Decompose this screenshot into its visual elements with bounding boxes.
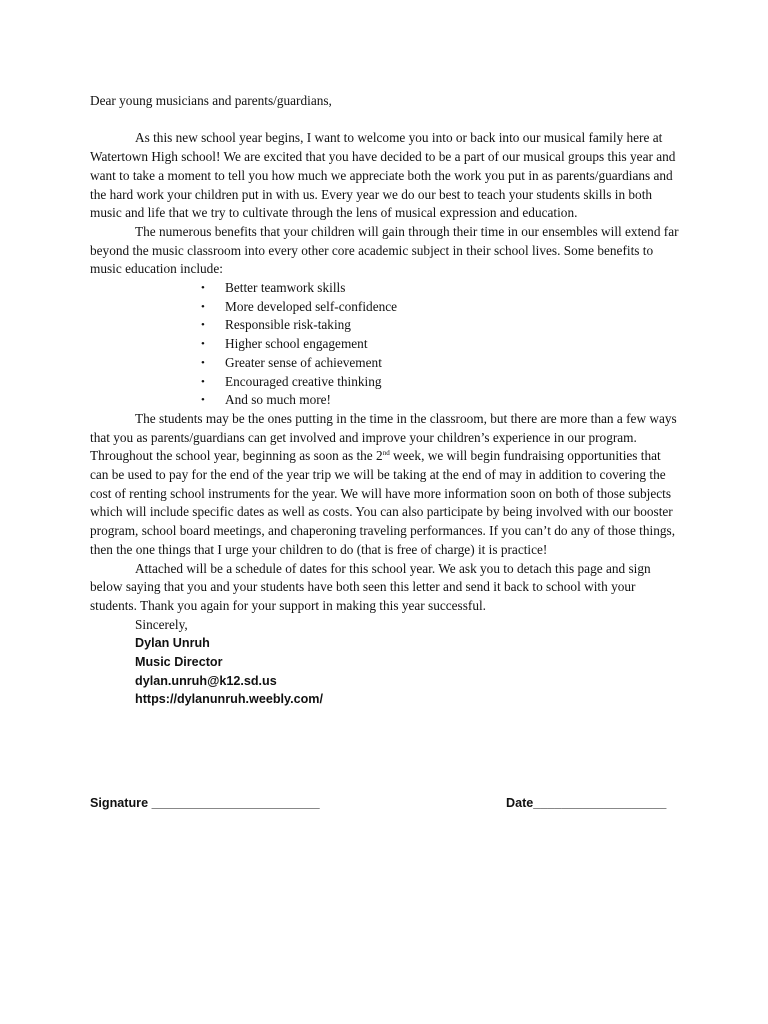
benefit-text: Better teamwork skills [225, 280, 346, 296]
benefit-item [90, 316, 680, 335]
bullet-icon: • [201, 394, 205, 407]
bullet-icon: • [201, 300, 205, 313]
ordinal-suffix: nd [382, 449, 390, 458]
benefit-text: More developed self-confidence [225, 298, 398, 314]
author-email: dylan.unruh@k12.sd.us [135, 673, 277, 688]
bullet-icon: • [201, 375, 205, 388]
benefit-item [90, 373, 680, 392]
benefit-text: Responsible risk-taking [225, 317, 351, 333]
benefit-item [90, 391, 680, 410]
author-name: Dylan Unruh [135, 636, 210, 651]
benefit-item [90, 335, 680, 354]
date-field[interactable]: Date___________________ [506, 796, 667, 810]
benefit-item [90, 354, 680, 373]
involvement-text-end: week, we will begin fundraising opportunities that can be used to pay for the end of the year trip we will be taking at the end of may in addition to covering the cost of renting school instruments for the year. We will have more information soon on both of those subjects which will include specific dates as well as costs. You can also participate by being involved with our booster program, school board meetings, and chaperoning traveling performances. If you can’t do any of those things, then the one things that I urge your children to do (that is free of charge) it is practice! [90, 448, 676, 557]
involvement-text-start: The students may be the ones putting in the time in the classroom, but there are more than a few ways that you as parents/guardians can get involved and improve your children’s experience in our program. Throughout the school year, beginning as soon as the 2 [90, 410, 677, 464]
benefits-list [90, 279, 680, 410]
benefit-text: And so much more! [225, 392, 331, 408]
benefit-text: Encouraged creative thinking [225, 373, 382, 389]
benefit-item [90, 279, 680, 298]
welcome-paragraph: As this new school year begins, I want to welcome you into or back into our musical family here at Watertown High school! We are excited that you have decided to be a part of our musical groups this year and want to take a moment to tell you how much we appreciate both the work you put in as parents/guardians and the hard work your children put in with us. Every year we do our best to teach your students skills in both music and life that we try to cultivate through the lens of musical expression and education. [90, 130, 676, 221]
benefit-item [90, 298, 680, 317]
benefit-text: Higher school engagement [225, 336, 368, 352]
bullet-icon: • [201, 338, 205, 351]
author-website: https://dylanunruh.weebly.com/ [135, 692, 323, 707]
bullet-icon: • [201, 356, 205, 369]
schedule-paragraph: Attached will be a schedule of dates for this school year. We ask you to detach this page and sign below saying that you and your students have both seen this letter and send it back to school with your students. Thank you again for your support in making this year successful. [90, 560, 651, 613]
author-signature-block [90, 634, 680, 709]
benefit-text: Greater sense of achievement [225, 354, 382, 370]
salutation: Dear young musicians and parents/guardians, [90, 93, 332, 108]
letter-body [90, 92, 680, 709]
bullet-icon: • [201, 319, 205, 332]
bullet-icon: • [201, 282, 205, 295]
benefits-intro-paragraph: The numerous benefits that your children will gain through their time in our ensembles will extend far beyond the music classroom into every other core academic subject in their school lives. Some benefits to music education include: [90, 223, 679, 277]
signature-field[interactable]: Signature ________________________ [90, 796, 320, 810]
involvement-paragraph [90, 410, 680, 560]
author-title: Music Director [135, 655, 223, 670]
closing: Sincerely, [135, 616, 188, 632]
